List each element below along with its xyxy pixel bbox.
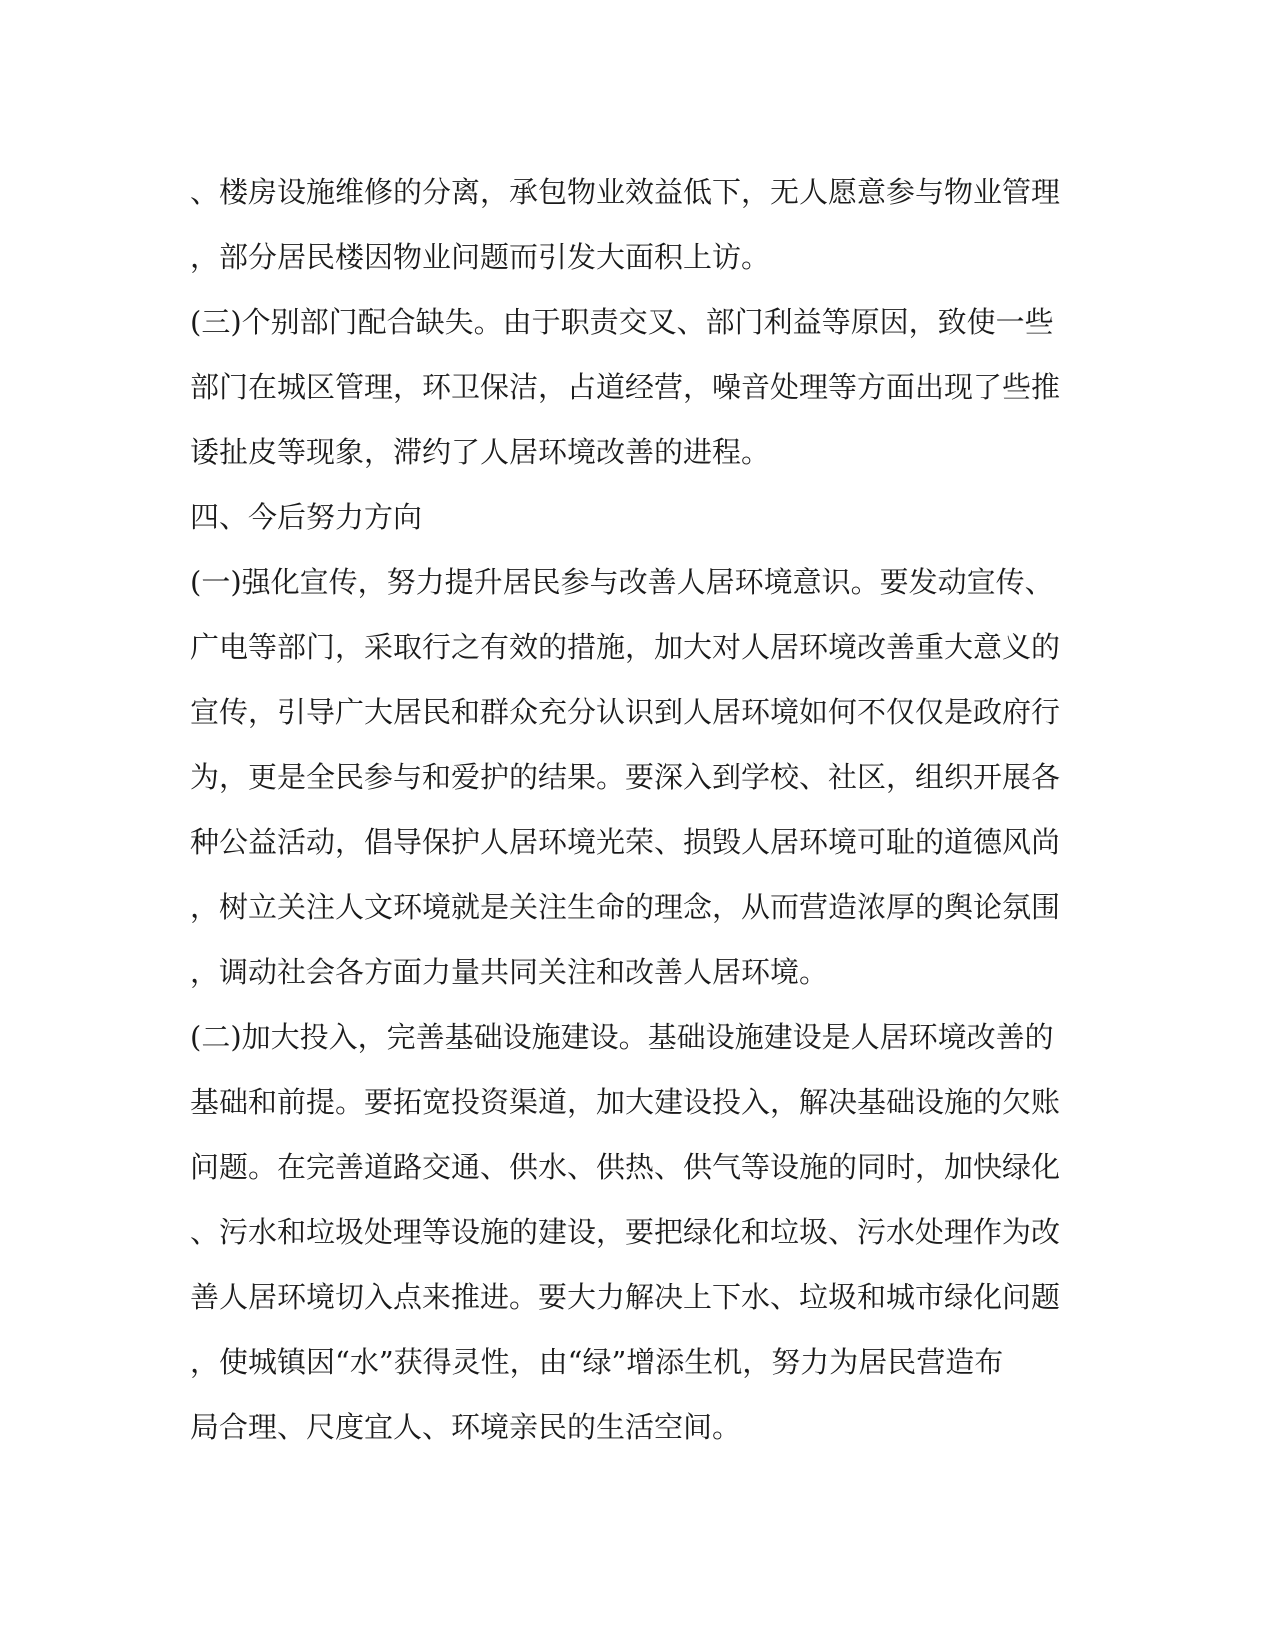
- text-line: 为，更是全民参与和爱护的结果。要深入到学校、社区，组织开展各: [190, 760, 1061, 794]
- text-line: 、楼房设施维修的分离，承包物业效益低下，无人愿意参与物业管理: [190, 175, 1061, 209]
- text-line: 局合理、尺度宜人、环境亲民的生活空间。: [190, 1410, 742, 1444]
- text-line: (三)个别部门配合缺失。由于职责交叉、部门利益等原因，致使一些: [190, 305, 1054, 339]
- text-line: ，部分居民楼因物业问题而引发大面积上访。: [190, 240, 771, 274]
- text-line: 善人居环境切入点来推进。要大力解决上下水、垃圾和城市绿化问题: [190, 1280, 1061, 1314]
- text-line: ，调动社会各方面力量共同关注和改善人居环境。: [190, 955, 829, 989]
- text-line: 诿扯皮等现象，滞约了人居环境改善的进程。: [190, 435, 771, 469]
- text-line: ，使城镇因“水”获得灵性，由“绿”增添生机，努力为居民营造布: [190, 1345, 1004, 1379]
- text-line: 基础和前提。要拓宽投资渠道，加大建设投入，解决基础设施的欠账: [190, 1085, 1061, 1119]
- text-line: ，树立关注人文环境就是关注生命的理念，从而营造浓厚的舆论氛围: [190, 890, 1061, 924]
- text-line: 种公益活动，倡导保护人居环境光荣、损毁人居环境可耻的道德风尚: [190, 825, 1061, 859]
- text-line: 、污水和垃圾处理等设施的建设，要把绿化和垃圾、污水处理作为改: [190, 1215, 1061, 1249]
- text-line: 问题。在完善道路交通、供水、供热、供气等设施的同时，加快绿化: [190, 1150, 1061, 1184]
- section-heading: 四、今后努力方向: [190, 500, 423, 534]
- text-line: 宣传，引导广大居民和群众充分认识到人居环境如何不仅仅是政府行: [190, 695, 1061, 729]
- text-line: (一)强化宣传，努力提升居民参与改善人居环境意识。要发动宣传、: [190, 565, 1054, 599]
- body-text: [190, 160, 1070, 1460]
- text-line: (二)加大投入，完善基础设施建设。基础设施建设是人居环境改善的: [190, 1020, 1054, 1054]
- text-line: 部门在城区管理，环卫保洁，占道经营，噪音处理等方面出现了些推: [190, 370, 1061, 404]
- text-line: 广电等部门，采取行之有效的措施，加大对人居环境改善重大意义的: [190, 630, 1061, 664]
